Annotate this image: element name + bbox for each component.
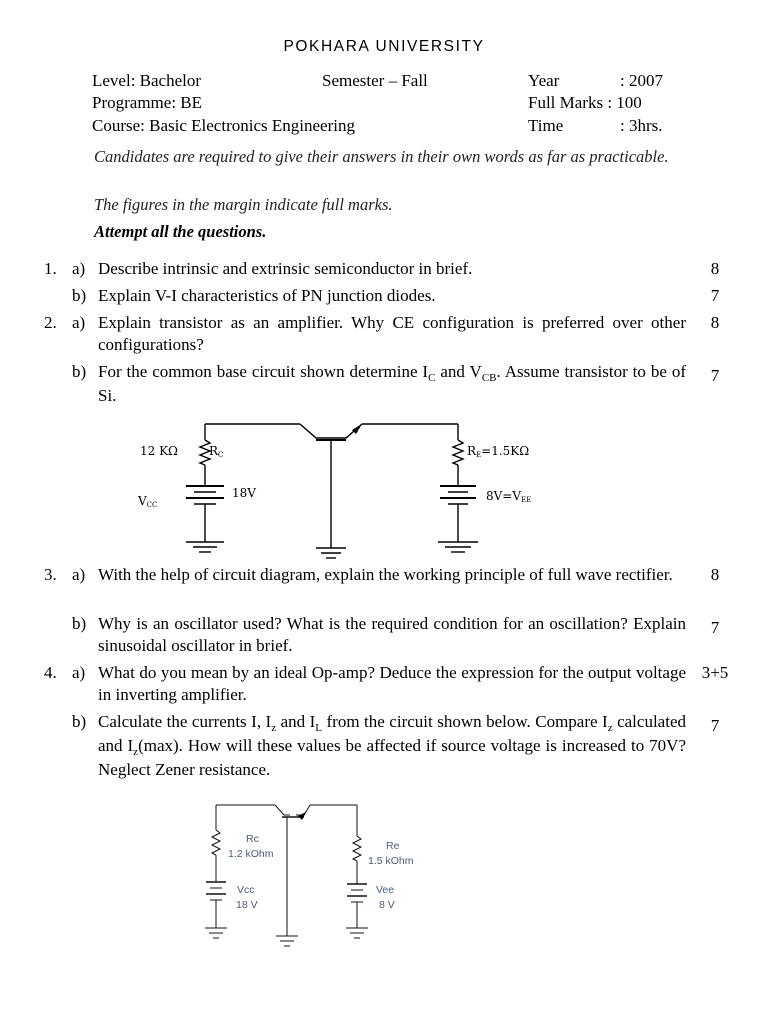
marks: 7 — [710, 618, 720, 637]
question-text: Calculate the currents I, $I_z$ and $I_L$ from the circuit shown below. Compare $I_z$ calculated and $I_z(\max)$. How will these values be affected if source voltage is increased to 70V? Neglect Zener resistance. — [98, 712, 686, 779]
question-text: For the common base circuit shown determine $I_C$ and $V_{CB}$. Assume transistor to be of Si. — [98, 362, 686, 405]
level-label: Level: Bachelor — [92, 71, 202, 90]
marks: 8 — [710, 565, 720, 584]
rc-value-label: 12 KΩ — [140, 444, 178, 458]
time-label: Time — [528, 116, 564, 135]
question-text: Describe intrinsic and extrinsic semiconductor in brief. — [98, 259, 473, 278]
marks: 7 — [710, 366, 720, 385]
question-number: 4. — [44, 663, 57, 682]
part-label: b) — [72, 614, 87, 633]
vee-name-label: Vee — [376, 884, 395, 896]
re-label: RE=1.5KΩ — [467, 444, 530, 459]
part-label: b) — [72, 712, 87, 731]
university-title: POKHARA UNIVERSITY — [283, 38, 485, 55]
marks: 8 — [710, 313, 720, 332]
re-name-label: Re — [386, 840, 400, 852]
question-number: 2. — [44, 313, 57, 332]
vee-label: 8V=VEE — [486, 489, 532, 504]
question-number: 1. — [44, 259, 57, 278]
rc-name-label: RC — [209, 444, 224, 459]
marks: 8 — [710, 259, 720, 278]
question-text: Why is an oscillator used? What is the required condition for an oscillation? Explain sinusoidal oscillator in brief. — [98, 614, 686, 655]
vcc-name-label: VCC — [138, 494, 158, 509]
part-label: a) — [72, 565, 86, 584]
full-marks-label: Full Marks : 100 — [528, 93, 642, 112]
instruction-marks: The figures in the margin indicate full marks. — [94, 195, 393, 214]
marks: 7 — [710, 286, 720, 305]
semester-label: Semester – Fall — [322, 71, 428, 90]
instruction-attempt-all: Attempt all the questions. — [94, 222, 267, 241]
emitter-arrow-icon — [298, 812, 306, 820]
part-label: a) — [72, 663, 86, 682]
re-value-label: 1.5 kOhm — [368, 855, 414, 867]
instruction-own-words: Candidates are required to give their answers in their own words as far as practicable. — [94, 147, 669, 166]
year-label: Year — [528, 71, 560, 90]
course-label: Course: Basic Electronics Engineering — [92, 116, 355, 135]
rc-value-label: 1.2 kOhm — [228, 848, 274, 860]
part-label: a) — [72, 259, 86, 278]
part-label: a) — [72, 313, 86, 332]
marks: 7 — [710, 716, 720, 735]
vee-value-label: 8 V — [379, 899, 395, 911]
vcc-value-label: 18 V — [236, 899, 258, 911]
question-text: What do you mean by an ideal Op-amp? Deduce the expression for the output voltage in inverting amplifier. — [98, 663, 686, 704]
vcc-value-label: 18V — [232, 486, 256, 500]
vcc-name-label: Vcc — [237, 884, 255, 896]
year-value: : 2007 — [620, 71, 663, 90]
question-text: Explain transistor as an amplifier. Why CE configuration is preferred over other configurations? — [98, 313, 686, 354]
part-label: b) — [72, 362, 87, 381]
rc-name-label: Rc — [246, 833, 259, 845]
question-text: Explain V-I characteristics of PN junction diodes. — [98, 286, 436, 305]
programme-label: Programme: BE — [92, 93, 203, 112]
question-text: With the help of circuit diagram, explain the working principle of full wave rectifier. — [98, 565, 673, 584]
question-number: 3. — [44, 565, 57, 584]
time-value: : 3hrs. — [620, 116, 663, 135]
marks: 3+5 — [701, 663, 729, 682]
part-label: b) — [72, 286, 87, 305]
